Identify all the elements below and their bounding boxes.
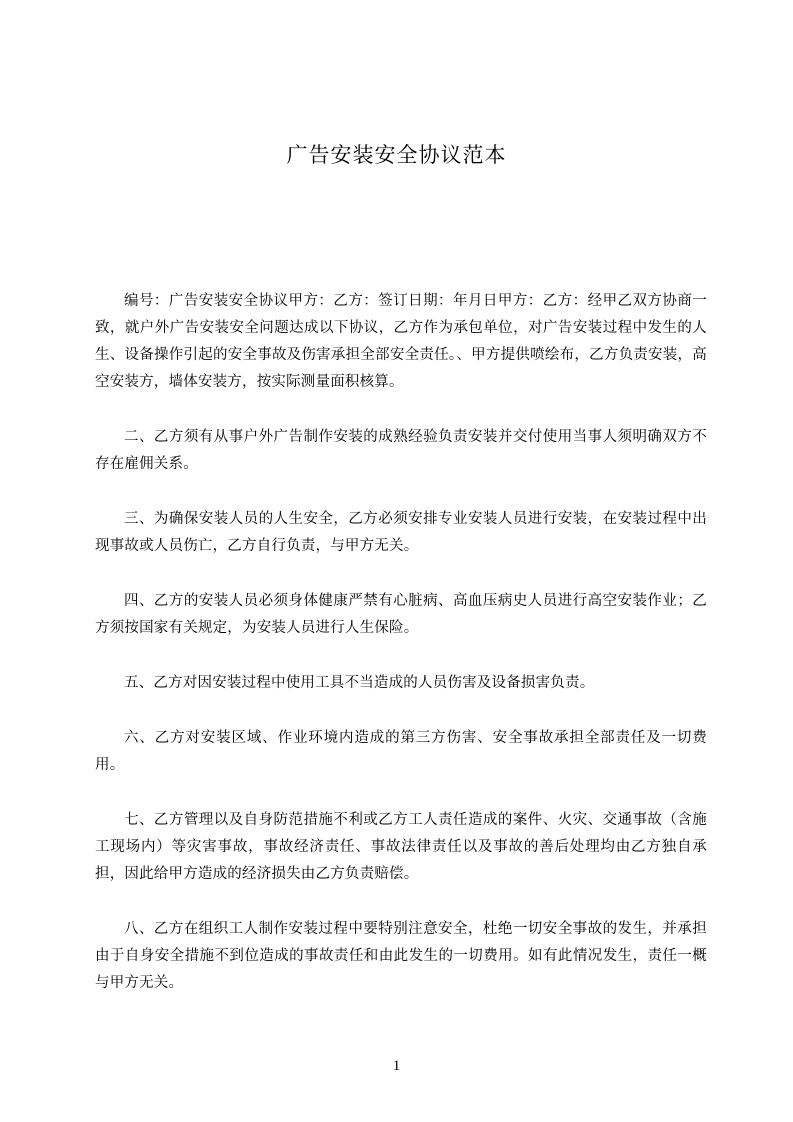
paragraph-clause-5: 五、乙方对因安装过程中使用工具不当造成的人员伤害及设备损害负责。 — [124, 675, 595, 691]
paragraph-clause-8: 八、乙方在组织工人制作安装过程中要特别注意安全，杜绝一切安全事故的发生，并承担由于自身安全措施不到位造成的事故责任和由此发生的一切费用。如有此情况发生，责任一概与甲方无关。 — [95, 921, 707, 991]
document-body — [95, 288, 707, 1025]
paragraph-clause-7: 七、乙方管理以及自身防范措施不利或乙方工人责任造成的案件、火灾、交通事故（含施工现场内）等灾害事故，事故经济责任、事故法律责任以及事故的善后处理均由乙方独自承担，因此给甲方造成的经济损失由乙方负责赔偿。 — [95, 812, 707, 882]
document-title: 广告安装安全协议范本 — [286, 143, 507, 167]
paragraph-clause-4: 四、乙方的安装人员必须身体健康严禁有心脏病、高血压病史人员进行高空安装作业；乙方须按国家有关规定，为安装人员进行人生保险。 — [95, 593, 707, 636]
paragraph-clause-2: 二、乙方须有从事户外广告制作安装的成熟经验负责安装并交付使用当事人须明确双方不存在雇佣关系。 — [95, 429, 707, 472]
page-number: 1 — [392, 1058, 401, 1074]
paragraph-clause-3: 三、为确保安装人员的人生安全，乙方必须安排专业安装人员进行安装，在安装过程中出现事故或人员伤亡，乙方自行负责，与甲方无关。 — [95, 511, 707, 554]
paragraph-intro: 编号：广告安装安全协议甲方：乙方：签订日期：年月日甲方：乙方：经甲乙双方协商一致，就户外广告安装安全问题达成以下协议，乙方作为承包单位，对广告安装过程中发生的人生、设备操作引起的安全事故及伤害承担全部安全责任。、甲方提供喷绘布，乙方负责安装，高空安装方，墙体安装方，按实际测量面积核算。 — [95, 293, 707, 390]
paragraph-clause-6: 六、乙方对安装区域、作业环境内造成的第三方伤害、安全事故承担全部责任及一切费用。 — [95, 730, 707, 773]
